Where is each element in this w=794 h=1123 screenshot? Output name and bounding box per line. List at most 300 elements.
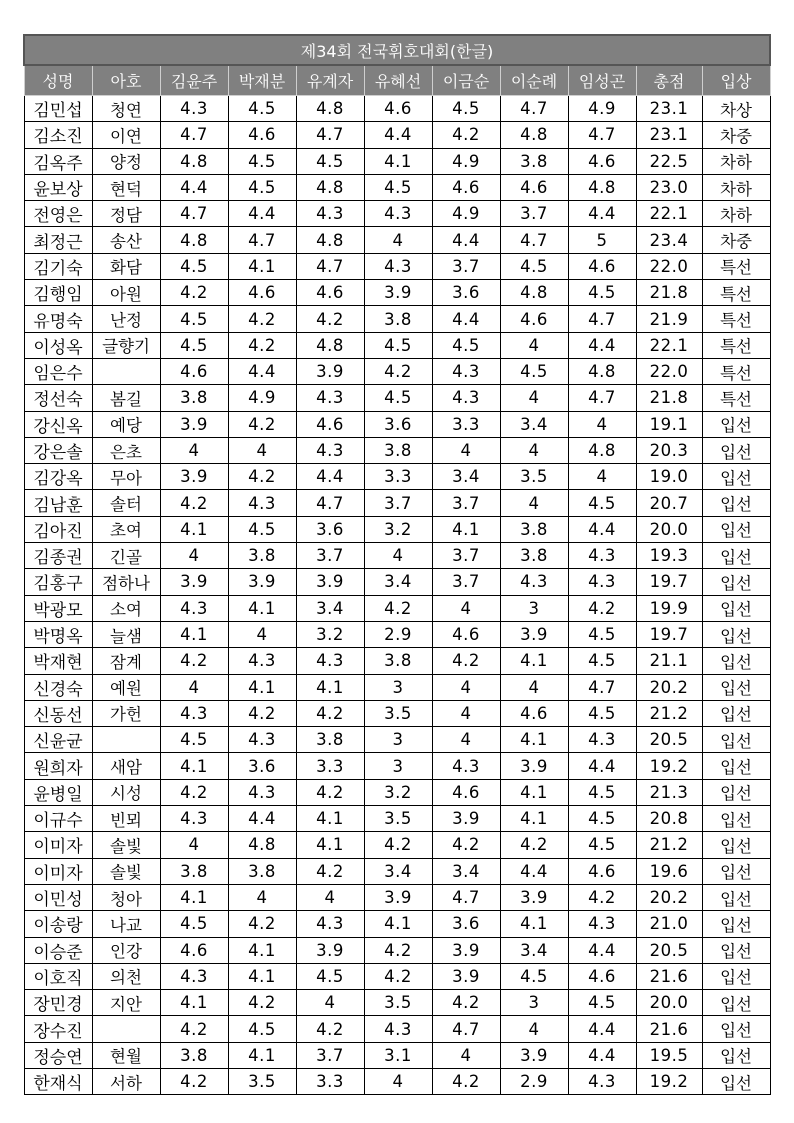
cell-judge-3: 3.6 (296, 516, 364, 542)
cell-award: 입선 (702, 490, 770, 516)
cell-judge-2: 4 (228, 621, 296, 647)
cell-judge-6: 3.9 (500, 753, 568, 779)
table-body (24, 96, 770, 1095)
cell-alias: 새암 (92, 753, 160, 779)
cell-judge-3: 4.5 (296, 148, 364, 174)
cell-alias: 은초 (92, 437, 160, 463)
cell-judge-5: 4.7 (432, 1016, 500, 1042)
table-row (24, 884, 770, 910)
cell-judge-6: 3.9 (500, 1042, 568, 1068)
cell-judge-4: 4.2 (364, 832, 432, 858)
cell-total: 19.3 (636, 543, 702, 569)
cell-judge-7: 4.3 (568, 543, 636, 569)
cell-total: 19.9 (636, 595, 702, 621)
cell-judge-4: 4.3 (364, 1016, 432, 1042)
table-row (24, 437, 770, 463)
cell-judge-4: 3 (364, 727, 432, 753)
cell-judge-6: 4 (500, 1016, 568, 1042)
cell-award: 입선 (702, 727, 770, 753)
cell-judge-7: 4.5 (568, 832, 636, 858)
cell-award: 차하 (702, 148, 770, 174)
cell-judge-3: 3.9 (296, 569, 364, 595)
cell-judge-6: 3 (500, 595, 568, 621)
cell-name: 이민성 (24, 884, 92, 910)
cell-judge-2: 4.1 (228, 937, 296, 963)
cell-judge-6: 3.4 (500, 937, 568, 963)
column-header-judge-4: 유혜선 (364, 65, 432, 96)
cell-judge-4: 4.5 (364, 174, 432, 200)
cell-judge-1: 4.3 (160, 806, 228, 832)
cell-judge-1: 3.9 (160, 464, 228, 490)
cell-judge-3: 4.2 (296, 779, 364, 805)
cell-name: 신경숙 (24, 674, 92, 700)
cell-award: 입선 (702, 543, 770, 569)
cell-alias: 현월 (92, 1042, 160, 1068)
cell-judge-3: 4.2 (296, 1016, 364, 1042)
cell-total: 19.5 (636, 1042, 702, 1068)
cell-judge-6: 4 (500, 490, 568, 516)
cell-judge-7: 4.9 (568, 96, 636, 122)
cell-name: 윤보상 (24, 174, 92, 200)
cell-judge-1: 4 (160, 674, 228, 700)
cell-name: 최정근 (24, 227, 92, 253)
cell-judge-5: 4.3 (432, 753, 500, 779)
cell-judge-7: 4.3 (568, 1068, 636, 1094)
cell-judge-7: 4.4 (568, 516, 636, 542)
cell-judge-2: 4.2 (228, 464, 296, 490)
cell-alias: 정담 (92, 201, 160, 227)
cell-total: 19.7 (636, 621, 702, 647)
cell-name: 김강옥 (24, 464, 92, 490)
cell-alias: 난정 (92, 306, 160, 332)
table-row (24, 411, 770, 437)
cell-name: 박명옥 (24, 621, 92, 647)
cell-judge-3: 4.2 (296, 700, 364, 726)
cell-judge-2: 4.1 (228, 595, 296, 621)
cell-total: 20.5 (636, 727, 702, 753)
cell-judge-2: 4.2 (228, 332, 296, 358)
cell-name: 김아진 (24, 516, 92, 542)
cell-judge-7: 4.5 (568, 806, 636, 832)
results-table (23, 34, 771, 1095)
cell-judge-7: 4.8 (568, 358, 636, 384)
cell-judge-3: 3.9 (296, 358, 364, 384)
cell-award: 차중 (702, 227, 770, 253)
cell-judge-6: 4.2 (500, 832, 568, 858)
column-header-judge-2: 박재분 (228, 65, 296, 96)
cell-judge-1: 4 (160, 543, 228, 569)
cell-award: 차하 (702, 174, 770, 200)
column-header-award: 입상 (702, 65, 770, 96)
cell-judge-6: 3.5 (500, 464, 568, 490)
cell-name: 이승준 (24, 937, 92, 963)
cell-judge-3: 4.1 (296, 832, 364, 858)
cell-judge-7: 4.4 (568, 753, 636, 779)
cell-judge-6: 3.8 (500, 516, 568, 542)
cell-judge-3: 3.7 (296, 543, 364, 569)
cell-judge-6: 4.6 (500, 306, 568, 332)
cell-judge-3: 4.7 (296, 253, 364, 279)
cell-alias: 무아 (92, 464, 160, 490)
cell-total: 20.7 (636, 490, 702, 516)
cell-total: 22.0 (636, 358, 702, 384)
cell-judge-4: 4.5 (364, 385, 432, 411)
cell-name: 김종권 (24, 543, 92, 569)
cell-judge-2: 3.8 (228, 543, 296, 569)
cell-alias: 청연 (92, 96, 160, 122)
cell-judge-5: 3.6 (432, 280, 500, 306)
cell-total: 19.2 (636, 1068, 702, 1094)
results-sheet (23, 34, 767, 1095)
cell-judge-5: 3.7 (432, 569, 500, 595)
cell-total: 20.0 (636, 990, 702, 1016)
cell-alias: 의천 (92, 963, 160, 989)
cell-judge-6: 4.1 (500, 779, 568, 805)
column-header-total: 총점 (636, 65, 702, 96)
cell-judge-3: 3.9 (296, 937, 364, 963)
cell-judge-7: 4.6 (568, 253, 636, 279)
cell-alias: 청아 (92, 884, 160, 910)
cell-judge-4: 3.6 (364, 411, 432, 437)
cell-name: 이미자 (24, 858, 92, 884)
cell-judge-5: 4.6 (432, 174, 500, 200)
cell-judge-5: 4.3 (432, 385, 500, 411)
cell-judge-7: 4.5 (568, 779, 636, 805)
cell-award: 입선 (702, 990, 770, 1016)
cell-judge-5: 4.3 (432, 358, 500, 384)
cell-total: 23.1 (636, 96, 702, 122)
cell-award: 입선 (702, 937, 770, 963)
cell-judge-5: 4.2 (432, 990, 500, 1016)
cell-award: 특선 (702, 280, 770, 306)
cell-judge-1: 4.1 (160, 516, 228, 542)
cell-award: 입선 (702, 806, 770, 832)
cell-judge-2: 4 (228, 437, 296, 463)
cell-judge-6: 4.1 (500, 727, 568, 753)
cell-judge-7: 4.2 (568, 884, 636, 910)
cell-total: 19.7 (636, 569, 702, 595)
cell-judge-7: 4.3 (568, 911, 636, 937)
cell-total: 20.2 (636, 674, 702, 700)
cell-name: 김기숙 (24, 253, 92, 279)
cell-judge-4: 3.4 (364, 569, 432, 595)
cell-award: 입선 (702, 779, 770, 805)
cell-alias: 송산 (92, 227, 160, 253)
cell-judge-1: 3.8 (160, 385, 228, 411)
cell-award: 차상 (702, 96, 770, 122)
cell-alias: 글향기 (92, 332, 160, 358)
cell-alias: 봄길 (92, 385, 160, 411)
cell-judge-1: 3.9 (160, 569, 228, 595)
cell-alias (92, 727, 160, 753)
cell-judge-2: 4.5 (228, 96, 296, 122)
table-row (24, 963, 770, 989)
cell-judge-7: 4.8 (568, 174, 636, 200)
cell-name: 장수진 (24, 1016, 92, 1042)
cell-judge-6: 4.1 (500, 806, 568, 832)
cell-total: 19.2 (636, 753, 702, 779)
cell-name: 정선숙 (24, 385, 92, 411)
cell-judge-1: 4.3 (160, 700, 228, 726)
cell-award: 특선 (702, 253, 770, 279)
cell-judge-1: 4.2 (160, 779, 228, 805)
cell-alias (92, 1016, 160, 1042)
cell-judge-2: 4.5 (228, 148, 296, 174)
cell-judge-4: 3.8 (364, 306, 432, 332)
cell-judge-2: 4.1 (228, 963, 296, 989)
cell-judge-4: 3.4 (364, 858, 432, 884)
cell-judge-4: 4 (364, 227, 432, 253)
cell-judge-3: 3.4 (296, 595, 364, 621)
cell-judge-3: 3.2 (296, 621, 364, 647)
cell-alias: 긴골 (92, 543, 160, 569)
cell-alias: 빈뫼 (92, 806, 160, 832)
table-row (24, 937, 770, 963)
cell-judge-6: 4.1 (500, 648, 568, 674)
cell-judge-2: 4.2 (228, 990, 296, 1016)
cell-judge-5: 3.9 (432, 937, 500, 963)
cell-judge-5: 4 (432, 437, 500, 463)
cell-name: 원희자 (24, 753, 92, 779)
cell-judge-3: 4.4 (296, 464, 364, 490)
cell-judge-1: 4.1 (160, 990, 228, 1016)
cell-name: 강은솔 (24, 437, 92, 463)
cell-total: 23.0 (636, 174, 702, 200)
table-row (24, 1042, 770, 1068)
cell-judge-7: 4.7 (568, 385, 636, 411)
cell-judge-3: 4.5 (296, 963, 364, 989)
table-row (24, 543, 770, 569)
cell-judge-2: 4.5 (228, 516, 296, 542)
cell-judge-5: 4 (432, 727, 500, 753)
cell-award: 입선 (702, 884, 770, 910)
table-row (24, 280, 770, 306)
cell-judge-5: 4.5 (432, 96, 500, 122)
cell-judge-1: 3.8 (160, 1042, 228, 1068)
cell-judge-2: 4.3 (228, 490, 296, 516)
cell-award: 입선 (702, 1068, 770, 1094)
cell-alias: 잠계 (92, 648, 160, 674)
cell-judge-6: 4.8 (500, 280, 568, 306)
cell-judge-4: 3.9 (364, 884, 432, 910)
cell-alias: 서하 (92, 1068, 160, 1094)
cell-judge-7: 4.6 (568, 148, 636, 174)
cell-alias: 솔터 (92, 490, 160, 516)
cell-judge-6: 4.5 (500, 253, 568, 279)
cell-judge-4: 4.1 (364, 148, 432, 174)
cell-alias: 화담 (92, 253, 160, 279)
cell-judge-4: 4 (364, 1068, 432, 1094)
cell-alias: 예원 (92, 674, 160, 700)
cell-award: 차하 (702, 201, 770, 227)
cell-judge-1: 4 (160, 832, 228, 858)
table-row (24, 253, 770, 279)
cell-judge-6: 3.8 (500, 543, 568, 569)
column-header-judge-5: 이금순 (432, 65, 500, 96)
cell-judge-7: 4.7 (568, 122, 636, 148)
cell-judge-4: 4.6 (364, 96, 432, 122)
cell-judge-2: 4 (228, 884, 296, 910)
column-header-name: 성명 (24, 65, 92, 96)
cell-judge-2: 4.5 (228, 174, 296, 200)
cell-judge-1: 4.5 (160, 306, 228, 332)
cell-judge-7: 4.5 (568, 648, 636, 674)
cell-judge-2: 4.3 (228, 779, 296, 805)
cell-alias: 이연 (92, 122, 160, 148)
cell-judge-1: 4.5 (160, 332, 228, 358)
cell-judge-5: 4.4 (432, 306, 500, 332)
cell-award: 입선 (702, 963, 770, 989)
cell-judge-2: 3.5 (228, 1068, 296, 1094)
cell-judge-3: 4.2 (296, 306, 364, 332)
cell-judge-3: 4.6 (296, 411, 364, 437)
table-title: 제34회 전국휘호대회(한글) (24, 35, 770, 65)
cell-judge-4: 4.2 (364, 595, 432, 621)
cell-total: 19.6 (636, 858, 702, 884)
cell-judge-5: 4.9 (432, 148, 500, 174)
table-row (24, 201, 770, 227)
cell-judge-3: 4.3 (296, 201, 364, 227)
cell-award: 입선 (702, 911, 770, 937)
cell-judge-4: 4.2 (364, 937, 432, 963)
table-row (24, 358, 770, 384)
cell-judge-1: 4.3 (160, 96, 228, 122)
cell-judge-4: 3.1 (364, 1042, 432, 1068)
cell-judge-3: 4.8 (296, 332, 364, 358)
table-row (24, 227, 770, 253)
cell-judge-3: 3.7 (296, 1042, 364, 1068)
cell-judge-6: 2.9 (500, 1068, 568, 1094)
cell-judge-5: 4.7 (432, 884, 500, 910)
cell-judge-5: 3.7 (432, 543, 500, 569)
cell-judge-7: 4.5 (568, 621, 636, 647)
cell-judge-4: 3.8 (364, 648, 432, 674)
cell-judge-2: 4.2 (228, 411, 296, 437)
cell-judge-4: 4.2 (364, 358, 432, 384)
cell-judge-7: 4.3 (568, 727, 636, 753)
table-row (24, 96, 770, 122)
cell-judge-3: 3.8 (296, 727, 364, 753)
cell-name: 신동선 (24, 700, 92, 726)
cell-judge-7: 4.6 (568, 858, 636, 884)
cell-judge-3: 4.8 (296, 227, 364, 253)
table-row (24, 832, 770, 858)
cell-judge-1: 4.7 (160, 122, 228, 148)
cell-award: 입선 (702, 1042, 770, 1068)
column-header-alias: 아호 (92, 65, 160, 96)
cell-total: 22.5 (636, 148, 702, 174)
column-header-judge-3: 유계자 (296, 65, 364, 96)
table-row (24, 174, 770, 200)
table-row (24, 621, 770, 647)
cell-judge-2: 4.4 (228, 806, 296, 832)
cell-judge-2: 4.2 (228, 700, 296, 726)
cell-judge-1: 4.2 (160, 1016, 228, 1042)
cell-alias: 나교 (92, 911, 160, 937)
cell-judge-3: 4 (296, 884, 364, 910)
cell-judge-5: 3.6 (432, 911, 500, 937)
cell-name: 박재현 (24, 648, 92, 674)
cell-judge-7: 4.4 (568, 332, 636, 358)
cell-total: 20.3 (636, 437, 702, 463)
cell-judge-6: 4.6 (500, 700, 568, 726)
cell-judge-6: 4.3 (500, 569, 568, 595)
cell-judge-6: 4.7 (500, 96, 568, 122)
cell-judge-3: 4.3 (296, 385, 364, 411)
cell-alias: 점하나 (92, 569, 160, 595)
table-row (24, 569, 770, 595)
cell-judge-3: 3.3 (296, 1068, 364, 1094)
cell-award: 입선 (702, 411, 770, 437)
cell-name: 신윤균 (24, 727, 92, 753)
cell-alias: 소여 (92, 595, 160, 621)
cell-judge-2: 4.3 (228, 727, 296, 753)
table-row (24, 858, 770, 884)
cell-judge-7: 4.5 (568, 990, 636, 1016)
cell-name: 이규수 (24, 806, 92, 832)
cell-judge-6: 3.9 (500, 621, 568, 647)
cell-award: 입선 (702, 1016, 770, 1042)
cell-judge-7: 4.4 (568, 1042, 636, 1068)
cell-award: 특선 (702, 306, 770, 332)
table-row (24, 595, 770, 621)
cell-judge-4: 4 (364, 543, 432, 569)
cell-name: 김옥주 (24, 148, 92, 174)
cell-judge-6: 4 (500, 674, 568, 700)
cell-judge-4: 3.5 (364, 700, 432, 726)
cell-judge-3: 4.8 (296, 96, 364, 122)
cell-alias: 시성 (92, 779, 160, 805)
cell-judge-7: 4 (568, 464, 636, 490)
cell-judge-2: 4.4 (228, 358, 296, 384)
cell-total: 21.2 (636, 700, 702, 726)
cell-judge-2: 4.5 (228, 1016, 296, 1042)
cell-judge-5: 4.5 (432, 332, 500, 358)
cell-judge-4: 4.3 (364, 201, 432, 227)
table-row (24, 122, 770, 148)
cell-judge-3: 4.1 (296, 806, 364, 832)
cell-judge-1: 4.2 (160, 280, 228, 306)
cell-judge-6: 4.6 (500, 174, 568, 200)
cell-judge-5: 4.9 (432, 201, 500, 227)
cell-total: 23.1 (636, 122, 702, 148)
cell-alias: 지안 (92, 990, 160, 1016)
cell-judge-4: 3.2 (364, 516, 432, 542)
cell-total: 22.1 (636, 332, 702, 358)
cell-judge-1: 4.1 (160, 884, 228, 910)
cell-award: 입선 (702, 700, 770, 726)
cell-judge-6: 4.8 (500, 122, 568, 148)
cell-judge-2: 4.7 (228, 227, 296, 253)
cell-name: 유명숙 (24, 306, 92, 332)
cell-total: 21.6 (636, 963, 702, 989)
cell-judge-2: 4.6 (228, 122, 296, 148)
cell-judge-5: 3.3 (432, 411, 500, 437)
cell-judge-5: 4.4 (432, 227, 500, 253)
cell-name: 이호직 (24, 963, 92, 989)
cell-judge-5: 4.2 (432, 648, 500, 674)
cell-judge-6: 3.8 (500, 148, 568, 174)
cell-judge-5: 4 (432, 674, 500, 700)
cell-judge-5: 3.7 (432, 253, 500, 279)
cell-name: 한재식 (24, 1068, 92, 1094)
cell-total: 19.0 (636, 464, 702, 490)
cell-judge-2: 4.1 (228, 253, 296, 279)
cell-judge-7: 4.5 (568, 700, 636, 726)
cell-judge-5: 4 (432, 700, 500, 726)
cell-alias: 솔빛 (92, 858, 160, 884)
cell-award: 특선 (702, 332, 770, 358)
